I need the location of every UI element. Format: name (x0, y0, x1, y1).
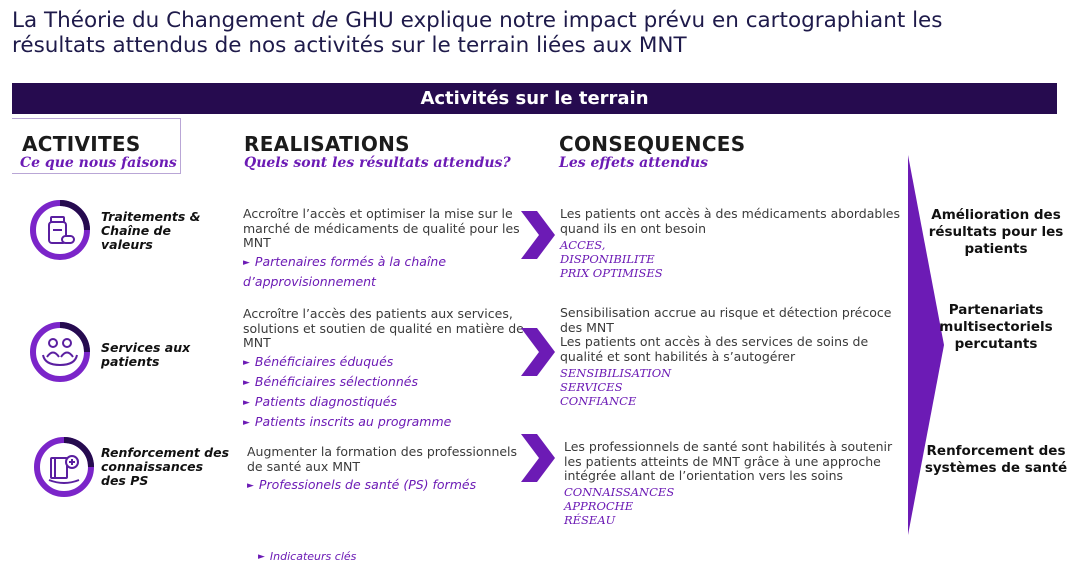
page-title (12, 8, 1012, 58)
activity-label-treatments (101, 210, 211, 252)
consequence-text-1: Les patients ont accès à des médicaments abordables quand ils en ont besoin (560, 206, 901, 236)
legend-text: Indicateurs clés (269, 550, 357, 563)
keyword: SERVICES (560, 380, 623, 394)
consequence-keywords-2 (560, 366, 671, 408)
activity-label-line: patients (101, 354, 160, 369)
consequences-heading: CONSEQUENCES (559, 132, 746, 156)
legend-key-indicators (258, 548, 356, 567)
activity-label-line: Renforcement des (101, 445, 230, 460)
chevron-arrow-1 (521, 211, 555, 259)
outcome-partnerships: Partenariats multisectoriels percutants (939, 302, 1053, 352)
bullet-triangle-icon: ► (247, 481, 254, 491)
indicator-bullet (243, 393, 523, 413)
consequence-text-3: Les professionnels de santé sont habilités à soutenir les patients atteints de MNT grâce à une approche intégrée allant de l’orientation vers les soins (564, 439, 893, 483)
bullet-triangle-icon: ► (243, 398, 250, 408)
consequence-keywords-3 (564, 485, 674, 527)
chevron-arrow-3 (521, 434, 555, 482)
activity-label-line: Services aux (101, 340, 191, 355)
keyword: APPROCHE (564, 499, 634, 513)
activity-label-line: des PS (101, 473, 149, 488)
title-emphasis: de (311, 8, 339, 33)
outcome-health-systems: Renforcement des systèmes de santé (924, 443, 1068, 476)
keyword: SENSIBILISATION (560, 366, 672, 380)
indicator-bullet (243, 373, 523, 393)
activity-label-line: connaissances (101, 459, 204, 474)
patients-care-icon (29, 321, 91, 383)
indicator-text: Partenaires formés à la chaîne d’approvisionnement (243, 254, 447, 289)
indicator-text: Patients diagnostiqués (254, 394, 398, 409)
indicator-bullet (243, 353, 523, 373)
bullet-triangle-icon: ► (243, 378, 250, 388)
keyword: PRIX OPTIMISES (560, 266, 663, 280)
indicator-bullet (243, 253, 513, 291)
keyword: DISPONIBILITE (560, 252, 655, 266)
realisation-text-1: Accroître l’accès et optimiser la mise sur le marché de médicaments de qualité pour les MNT (243, 206, 520, 250)
realisation-text-2: Accroître l’accès des patients aux services, solutions et soutien de qualité en matière de MNT (243, 306, 524, 350)
outcome-patient-results: Amélioration des résultats pour les patients (928, 207, 1064, 257)
indicator-text: Professionels de santé (PS) formés (258, 477, 477, 492)
keyword: ACCES, (560, 238, 606, 252)
indicator-text: Bénéficiaires éduqués (254, 354, 394, 369)
activity-label-line: Traitements & (101, 209, 201, 224)
realisations-heading: REALISATIONS (244, 132, 410, 156)
medicine-bottle-icon (29, 199, 91, 261)
consequence-keywords-1 (560, 238, 663, 280)
bullet-triangle-icon: ► (258, 552, 265, 562)
section-banner: Activités sur le terrain (12, 83, 1057, 114)
activity-label-hcp-knowledge (101, 446, 236, 488)
indicator-text: Bénéficiaires sélectionnés (254, 374, 418, 389)
title-part-1: La Théorie du Changement (12, 8, 312, 33)
indicator-list-2 (243, 353, 523, 433)
activity-label-patient-services (101, 341, 211, 369)
title-part-2: GHU explique notre impact prévu en cartographiant les résultats attendus de nos activités sur le terrain liées aux MNT (12, 8, 943, 58)
keyword: CONFIANCE (560, 394, 637, 408)
activity-label-line: valeurs (101, 237, 153, 252)
chevron-arrow-2 (521, 328, 555, 376)
training-book-icon (33, 436, 95, 498)
bullet-triangle-icon: ► (243, 358, 250, 368)
keyword: CONNAISSANCES (564, 485, 675, 499)
bullet-triangle-icon: ► (243, 258, 250, 268)
indicator-bullet (247, 476, 522, 496)
activities-subheading: Ce que nous faisons (20, 155, 177, 171)
consequence-text-2: Sensibilisation accrue au risque et détection précoce des MNT Les patients ont accès à des services de soins de qualité et sont habilités à s’autogérer (560, 305, 892, 364)
realisation-text-3: Augmenter la formation des professionnels de santé aux MNT (247, 444, 518, 474)
indicator-text: Patients inscrits au programme (254, 414, 452, 429)
realisations-subheading: Quels sont les résultats attendus? (244, 155, 511, 171)
indicator-bullet (243, 413, 523, 433)
activity-label-line: Chaîne de (101, 223, 171, 238)
activities-heading: ACTIVITES (22, 132, 141, 156)
consequences-subheading: Les effets attendus (559, 155, 709, 171)
keyword: RÉSEAU (564, 513, 616, 527)
bullet-triangle-icon: ► (243, 418, 250, 428)
